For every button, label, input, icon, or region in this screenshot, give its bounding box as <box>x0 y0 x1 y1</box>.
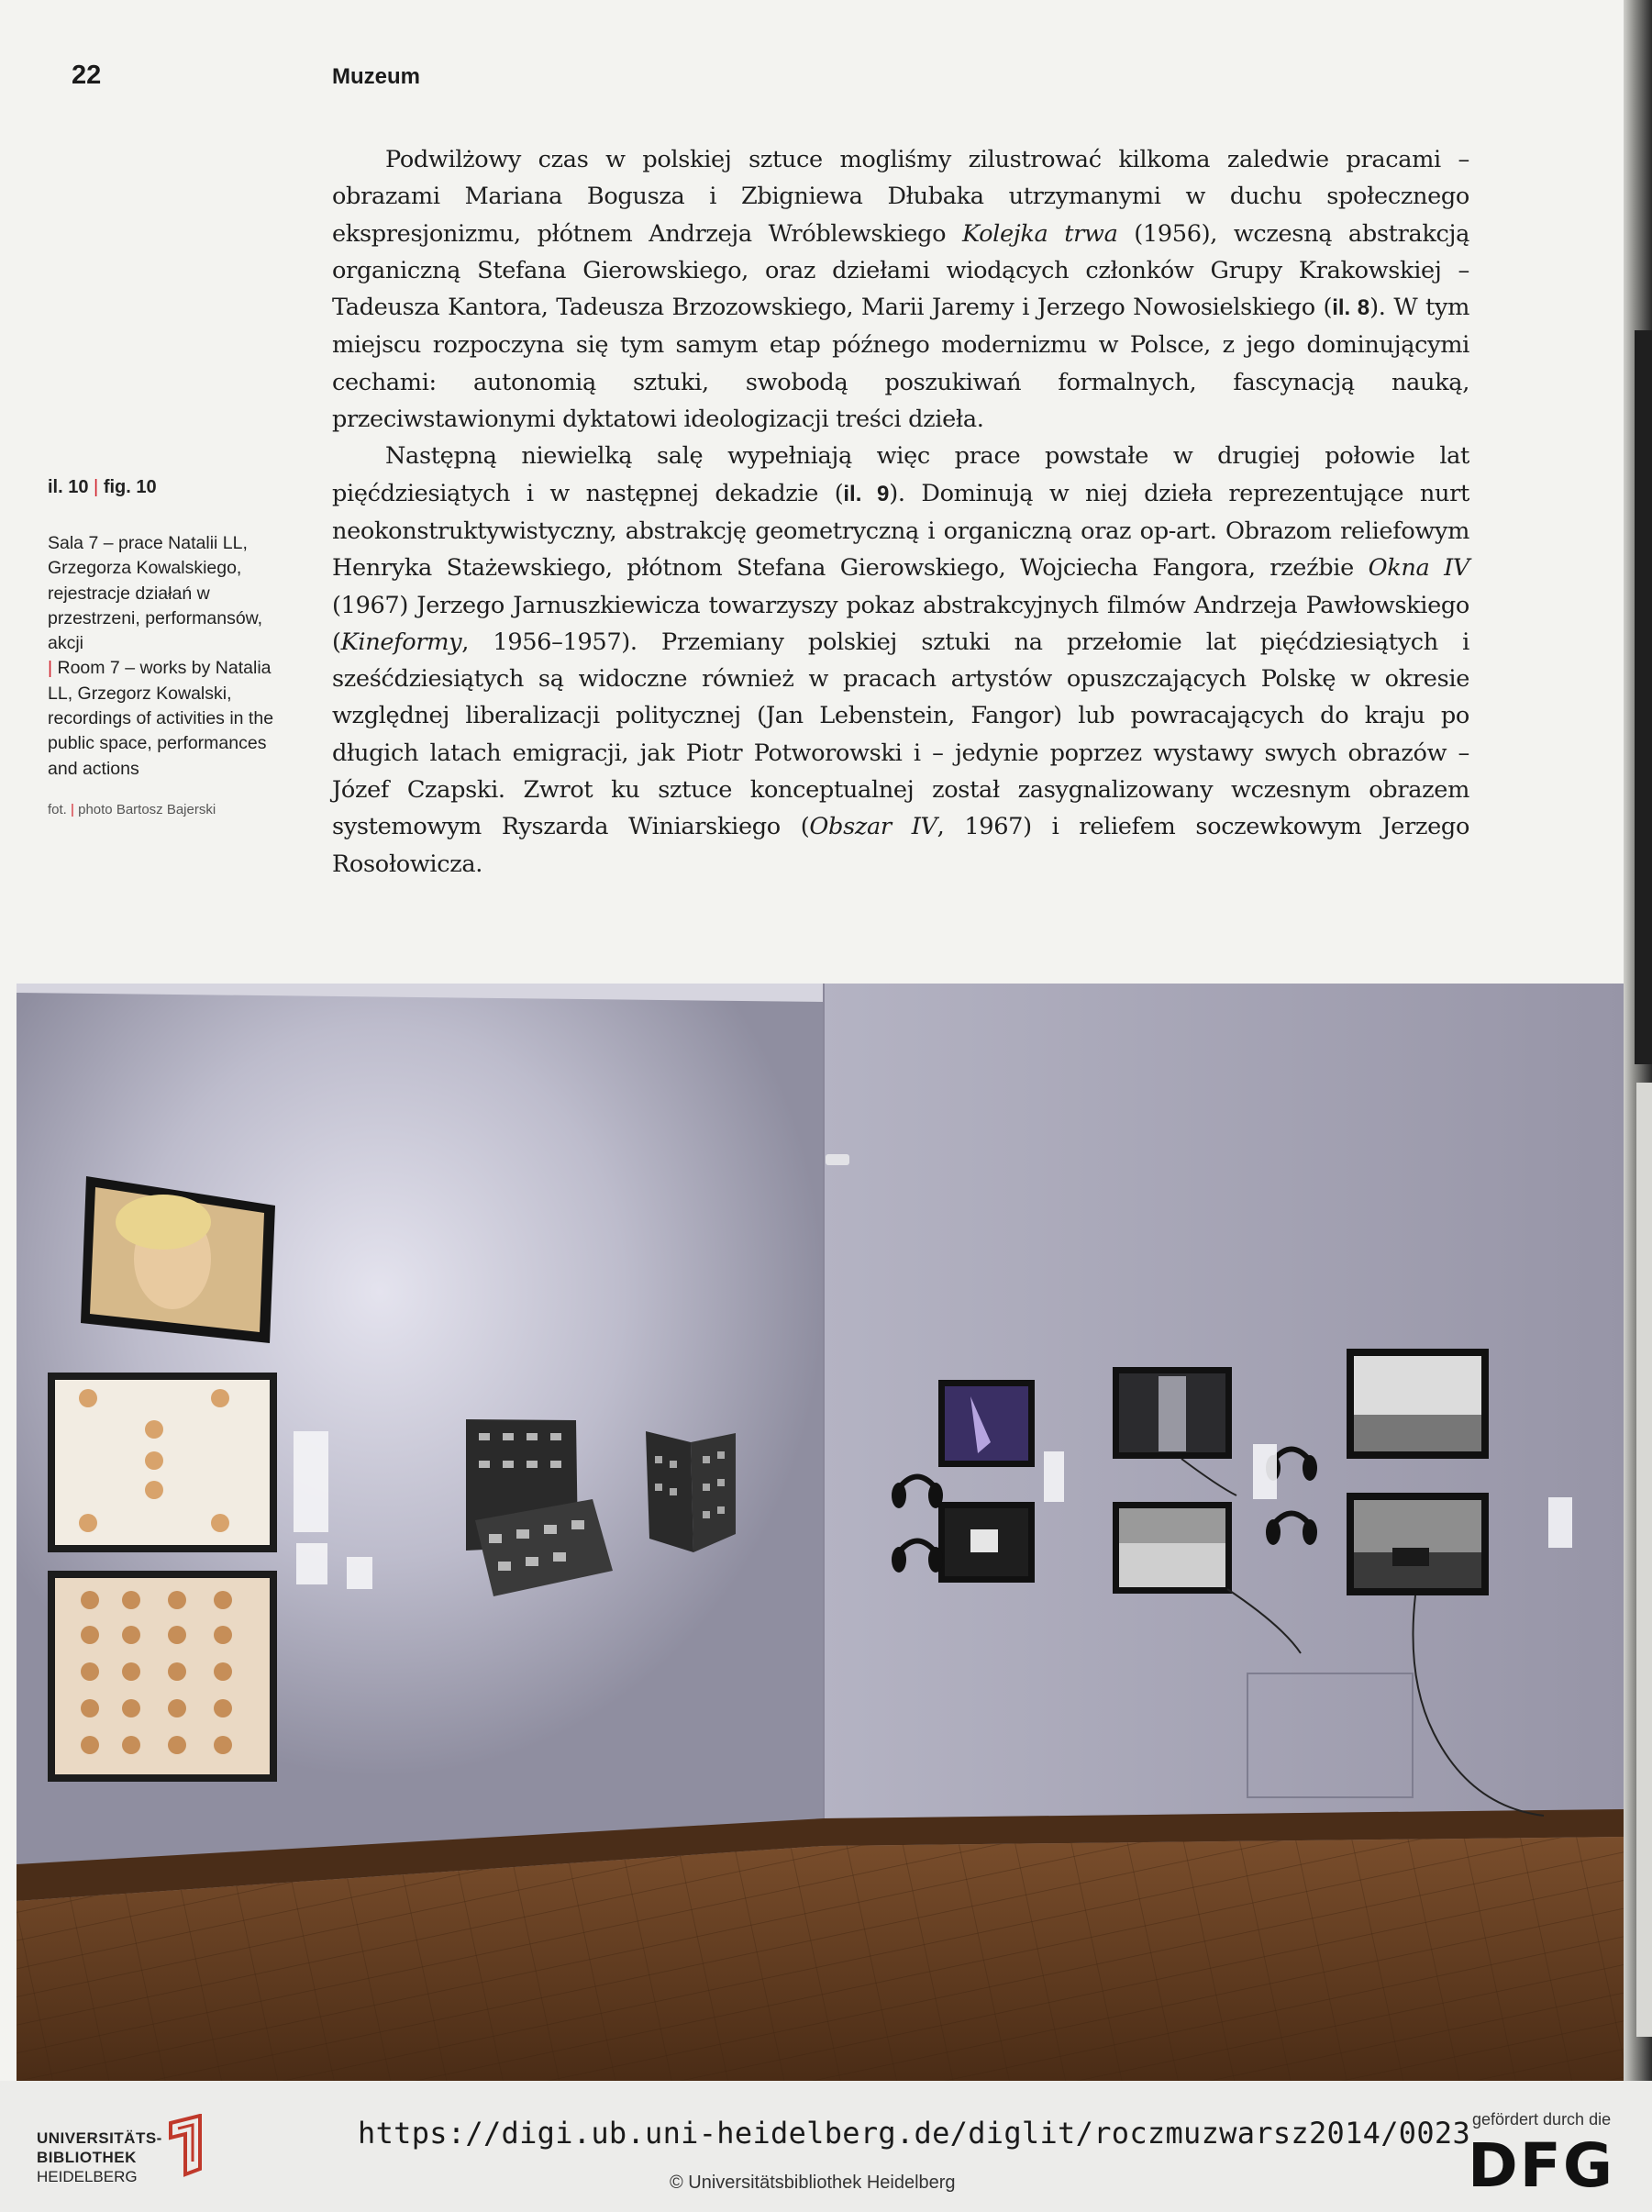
running-head: Muzeum <box>332 64 420 89</box>
figure-reference: il. 8 <box>1332 295 1370 321</box>
video-monitor-r3 <box>1347 1349 1489 1459</box>
copyright: © Universitätsbibliothek Heidelberg <box>670 2173 956 2193</box>
figure-reference: il. 9 <box>843 481 890 506</box>
video-monitor-r1 <box>938 1380 1035 1467</box>
photo-credit: fot. | photo Bartosz Bajerski <box>48 801 216 817</box>
video-monitor-r5 <box>1113 1502 1232 1594</box>
caption-text: Sala 7 – prace Natalii LL, Grzegorza Kowalskiego, rejestracje działań w przestrzeni, performansów, akcji | Room 7 – works by Natalia LL, Grzegorz Kowalski, recordings of activities in the public space, performances and actions <box>48 533 274 779</box>
camera-icon <box>826 1154 849 1165</box>
photo-grid-upper <box>48 1373 277 1552</box>
paragraph-2: Następną niewielką salę wypełniają więc prace powstałe w drugiej połowie lat pięćdziesiątych i w następnej dekadzie (il. 9). Dominują w niej dzieła reprezentujące nurt neokonstruktywistyczny, abstrakcję geometryczną i organiczną oraz op-art. Obrazom reliefowym Henryka Stażewskiego, płótnom Stefana Gierowskiego, Wojciecha Fangora, rzeźbie Okna IV (1967) Jerzego Jarnuszkiewicza towarzyszy pokaz abstrakcyjnych filmów Andrzeja Pawłowskiego (Kineformy, 1956–1957). Przemiany polskiej sztuki na przełomie lat pięćdziesiątych i sześćdziesiątych są widoczne również w pracach artystów opuszczających Polskę w okresie względnej liberalizacji politycznej (Jan Lebenstein, Fangor) lub powracających do kraju po długich latach emigracji, jak Piotr Potworowski i – jedynie poprzez wystawy swych obrazów – Józef Czapski. Zwrot ku sztuce konceptualnej został zasygnalizowany wczesnym obrazem systemowym Ryszarda Winiarskiego (Obszar IV, 1967) i reliefem soczewkowym Jerzego Rosołowicza. <box>332 442 1470 878</box>
dfg-logo: DFG <box>1468 2130 1615 2201</box>
video-monitor-r2 <box>1113 1367 1232 1459</box>
video-monitor-left <box>81 1176 275 1343</box>
video-monitor-r6 <box>1347 1493 1489 1595</box>
figure-caption <box>48 477 282 817</box>
library-name: UNIVERSITÄTS- BIBLIOTHEK HEIDELBERG <box>37 2129 162 2185</box>
page-number: 22 <box>72 61 102 90</box>
gallery-photograph <box>17 984 1624 2081</box>
figure-label: il. 10 | fig. 10 <box>48 477 157 497</box>
body-text <box>332 141 1469 883</box>
permalink[interactable]: https://digi.ub.uni-heidelberg.de/diglit/roczmuzwarsz2014/0023 <box>358 2116 1471 2151</box>
photo-grid-lower <box>48 1571 277 1782</box>
digitization-footer <box>0 2081 1652 2212</box>
paragraph-1: Podwilżowy czas w polskiej sztuce mogliśmy zilustrować kilkoma zaledwie pracami – obrazami Mariana Bogusza i Zbigniewa Dłubaka utrzymanymi w duchu społecznego ekspresjonizmu, płótnem Andrzeja Wróblewskiego Kolejka trwa (1956), wczesną abstrakcją organiczną Stefana Gierowskiego, oraz dziełami wiodących członków Grupy Krakowskiej – Tadeusza Kantora, Tadeusza Brzozowskiego, Marii Jaremy i Jerzego Nowosielskiego (il. 8). W tym miejscu rozpoczyna się tym samym etap późnego modernizmu w Polsce, z jego dominującymi cechami: autonomią sztuki, swobodą poszukiwań formalnych, fascynacją nauką, przeciwstawionymi dyktatowi ideologizacji treści dzieła. <box>332 146 1470 434</box>
book-edge <box>1624 0 1652 2081</box>
video-monitor-r4 <box>938 1502 1035 1583</box>
relief-object-2 <box>646 1431 736 1552</box>
funding-label: gefördert durch die <box>1472 2110 1612 2129</box>
